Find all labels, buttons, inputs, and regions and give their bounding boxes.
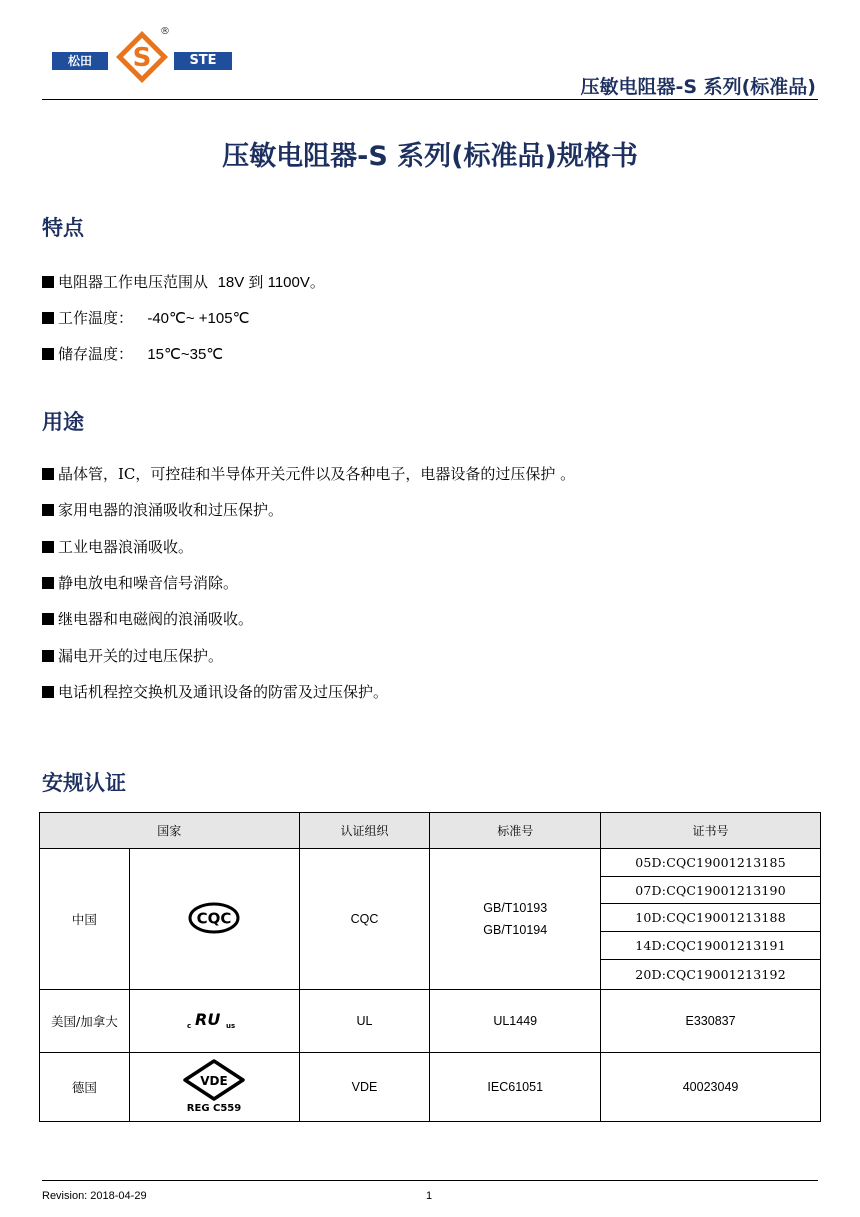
table-header-row [40, 813, 821, 849]
application-text: 漏电开关的过电压保护。 [58, 647, 224, 665]
header-org: 认证组织 [299, 813, 430, 849]
logo-center-letter: S [132, 43, 152, 73]
cqc-mark-cell [129, 849, 299, 990]
cqc-logo-icon [187, 901, 241, 935]
table-row [40, 1053, 821, 1122]
country-germany: 德国 [40, 1053, 130, 1122]
bullet-square-icon [42, 650, 54, 662]
org-vde: VDE [299, 1053, 430, 1122]
features-heading: 特点 [42, 216, 84, 240]
application-item [42, 681, 388, 702]
header-cert-no: 证书号 [601, 813, 821, 849]
cert-no: 07D:CQC19001213190 [601, 877, 821, 904]
series-title: 压敏电阻器-S 系列(标准品) [580, 76, 816, 98]
feature-label: 工作温度： [58, 309, 134, 327]
bullet-square-icon [42, 686, 54, 698]
country-china: 中国 [40, 849, 130, 990]
feature-suffix: 。 [309, 273, 325, 291]
ul-mark-cell [129, 990, 299, 1053]
certification-heading: 安规认证 [42, 771, 126, 795]
logo-right-text: STE [174, 52, 232, 70]
bullet-square-icon [42, 468, 54, 480]
table-row [40, 849, 821, 877]
registered-mark: ® [160, 26, 170, 37]
bullet-square-icon [42, 577, 54, 589]
application-text: 电话机程控交换机及通讯设备的防雷及过压保护。 [58, 683, 389, 701]
cert-no-ul: E330837 [601, 990, 821, 1053]
page-title: 压敏电阻器-S 系列(标准品)规格书 [222, 141, 638, 172]
ul-mark-c: c [187, 1021, 192, 1030]
cert-no: 20D:CQC19001213192 [601, 960, 821, 990]
bullet-square-icon [42, 312, 54, 324]
application-item [42, 463, 575, 484]
application-item [42, 608, 253, 629]
feature-value: -40℃~ +105℃ [147, 310, 250, 327]
standard-china [430, 849, 601, 990]
application-item [42, 499, 283, 520]
bullet-square-icon [42, 541, 54, 553]
logo-left-text: 松田 [52, 52, 108, 70]
bullet-square-icon [42, 504, 54, 516]
vde-mark-cell [129, 1053, 299, 1122]
logo-diamond-icon [116, 31, 168, 83]
table-row [40, 990, 821, 1053]
cert-no: 10D:CQC19001213188 [601, 904, 821, 932]
application-item [42, 572, 238, 593]
company-logo [52, 28, 234, 90]
application-item [42, 645, 223, 666]
standard-line: GB/T10193 [483, 901, 548, 915]
application-item [42, 536, 193, 557]
header-divider [42, 99, 818, 100]
bullet-square-icon [42, 276, 54, 288]
application-text: 工业电器浪涌吸收。 [58, 538, 194, 556]
org-ul: UL [299, 990, 430, 1053]
cqc-logo-text: CQC [196, 909, 232, 927]
feature-value: 18V 到 1100V [217, 274, 310, 291]
application-text: 家用电器的浪涌吸收和过压保护。 [58, 501, 284, 519]
footer-divider [42, 1180, 818, 1181]
application-text: 继电器和电磁阀的浪涌吸收。 [58, 610, 254, 628]
standard-ul: UL1449 [430, 990, 601, 1053]
org-cqc: CQC [299, 849, 430, 990]
certification-table [39, 812, 821, 1122]
feature-item [42, 307, 249, 328]
application-text: 晶体管，IC，可控硅和半导体开关元件以及各种电子，电器设备的过压保护 。 [58, 465, 576, 483]
cert-no-vde: 40023049 [601, 1053, 821, 1122]
bullet-square-icon [42, 348, 54, 360]
revision-date: Revision: 2018-04-29 [42, 1190, 147, 1202]
standard-vde: IEC61051 [430, 1053, 601, 1122]
ul-mark-us: us [226, 1021, 236, 1030]
feature-label: 储存温度： [58, 345, 134, 363]
bullet-square-icon [42, 613, 54, 625]
feature-value: 15℃~35℃ [147, 346, 224, 363]
cert-no: 14D:CQC19001213191 [601, 932, 821, 960]
header-country: 国家 [40, 813, 300, 849]
vde-reg-text: REG C559 [186, 1102, 242, 1114]
cert-no: 05D:CQC19001213185 [601, 849, 821, 877]
vde-logo-text: VDE [200, 1073, 228, 1088]
page-number: 1 [426, 1190, 433, 1202]
country-usa-canada: 美国/加拿大 [40, 990, 130, 1053]
application-text: 静电放电和噪音信号消除。 [58, 574, 239, 592]
vde-logo-icon [181, 1058, 247, 1114]
feature-item [42, 271, 325, 292]
feature-label: 电阻器工作电压范围从 [58, 273, 209, 291]
header-standard: 标准号 [430, 813, 601, 849]
ul-mark-ru: RU [195, 1009, 221, 1029]
applications-heading: 用途 [42, 410, 84, 434]
feature-item [42, 343, 223, 364]
ul-logo-icon [184, 1007, 244, 1033]
standard-line: GB/T10194 [483, 923, 548, 937]
